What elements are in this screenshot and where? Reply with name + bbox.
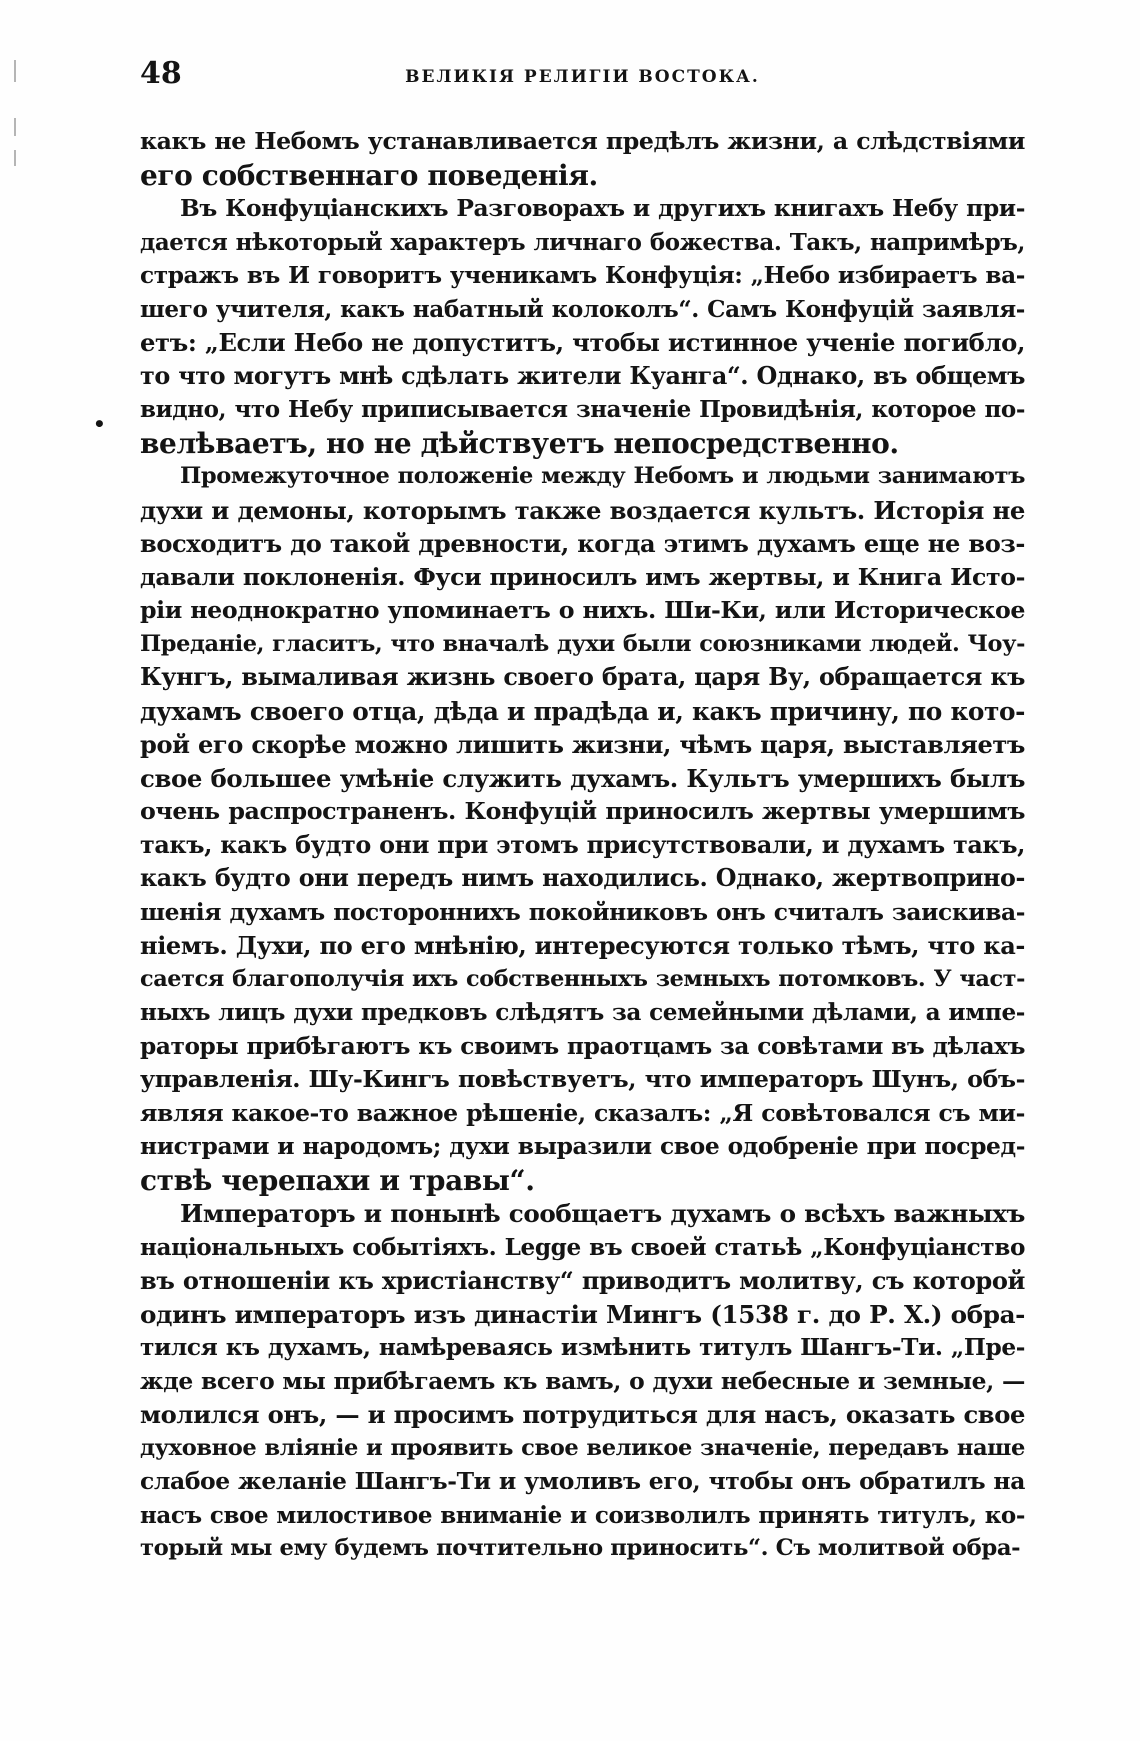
text-line: давали поклоненія. Фуси приносилъ имъ жертвы, и Книга Исто- xyxy=(140,562,1025,591)
text-line: насъ свое милостивое вниманіе и соизволилъ принять титулъ, ко- xyxy=(140,1501,1025,1529)
text-line: Императоръ и понынѣ сообщаетъ духамъ о всѣхъ важныхъ xyxy=(180,1199,1025,1228)
text-line: духамъ своего отца, дѣда и прадѣда и, какъ причину, по кото- xyxy=(140,696,1025,726)
text-line: какъ будто они передъ нимъ находились. Однако, жертвоприно- xyxy=(140,864,1025,892)
text-line: то что могутъ мнѣ сдѣлать жители Куанга“. Однако, въ общемъ xyxy=(140,361,1025,390)
text-line: шенія духамъ постороннихъ покойниковъ онъ считалъ заискива- xyxy=(140,897,1025,926)
text-line: жде всего мы прибѣгаемъ къ вамъ, о духи небесные и земные, — xyxy=(140,1366,1025,1395)
text-line: велѣваетъ, но не дѣйствуетъ непосредственно. xyxy=(140,426,899,460)
running-title: ВЕЛИКІЯ РЕЛИГІИ ВОСТОКА. xyxy=(405,67,760,87)
text-line: національныхъ событіяхъ. Legge въ своей статьѣ „Конфуціанство xyxy=(140,1233,1025,1261)
text-line: раторы прибѣгаютъ къ своимъ праотцамъ за совѣтами въ дѣлахъ xyxy=(140,1032,1025,1060)
text-line: Преданіе, гласитъ, что вначалѣ духи были союзниками людей. Чоу- xyxy=(140,630,1025,657)
text-line: духи и демоны, которымъ также воздается культъ. Исторія не xyxy=(140,495,1025,525)
text-line: торый мы ему будемъ почтительно приносить“. Съ молитвой обра- xyxy=(140,1535,1021,1561)
scan-edge-mark xyxy=(14,150,16,166)
text-line: такъ, какъ будто они при этомъ присутствовали, и духамъ такъ, xyxy=(140,830,1025,859)
text-line: слабое желаніе Шангъ-Ти и умоливъ его, чтобы онъ обратилъ на xyxy=(140,1467,1025,1495)
scan-edge-mark xyxy=(14,118,16,136)
text-line: являя какое-то важное рѣшеніе, сказалъ: „Я совѣтовался съ ми- xyxy=(140,1098,1025,1127)
text-line: сается благополучія ихъ собственныхъ земныхъ потомковъ. У част- xyxy=(140,965,1025,992)
text-line: управленія. Шу-Кингъ повѣствуетъ, что императоръ Шунъ, объ- xyxy=(140,1065,1025,1093)
page-header xyxy=(140,54,1025,94)
text-line: ствѣ черепахи и травы“. xyxy=(140,1163,535,1197)
text-line: духовное вліяніе и проявить свое великое значеніе, передавъ наше xyxy=(140,1434,1025,1461)
text-line: въ отношеніи къ христіанству“ приводитъ молитву, съ которой xyxy=(140,1266,1025,1295)
text-line: ніемъ. Духи, по его мнѣнію, интересуются только тѣмъ, что ка- xyxy=(140,931,1025,960)
text-line: очень распространенъ. Конфуцій приносилъ жертвы умершимъ xyxy=(140,797,1025,825)
paragraph xyxy=(140,460,1025,1197)
text-line: одинъ императоръ изъ династіи Мингъ (1538 г. до Р. Х.) обра- xyxy=(140,1299,1025,1329)
scan-edge-mark xyxy=(14,60,16,82)
body-text xyxy=(140,125,1025,1566)
text-line: Кунгъ, вымаливая жизнь своего брата, царя Ву, обращается къ xyxy=(140,663,1025,691)
text-line: шего учителя, какъ набатный колоколъ“. Самъ Конфуцій заявля- xyxy=(140,295,1025,323)
text-line: ріи неоднократно упоминаетъ о нихъ. Ши-Ки, или Историческое xyxy=(140,596,1025,624)
text-line: молился онъ, — и просимъ потрудиться для насъ, оказать свое xyxy=(140,1400,1025,1429)
text-line: тился къ духамъ, намѣреваясь измѣнить титулъ Шангъ-Ти. „Пре- xyxy=(140,1334,1025,1361)
text-line: етъ: „Если Небо не допуститъ, чтобы истинное ученіе погибло, xyxy=(140,328,1025,357)
text-line: дается нѣкоторый характеръ личнаго божества. Такъ, напримѣръ, xyxy=(140,228,1025,256)
margin-bullet-mark: • xyxy=(93,412,106,436)
paragraph xyxy=(140,125,1025,192)
text-line: Въ Конфуціанскихъ Разговорахъ и другихъ книгахъ Небу при- xyxy=(180,194,1025,222)
text-line: восходитъ до такой древности, когда этимъ духамъ еще не воз- xyxy=(140,529,1025,558)
text-line: его собственнаго поведенія. xyxy=(140,158,598,192)
page-number: 48 xyxy=(140,56,182,91)
paragraph xyxy=(140,192,1025,460)
text-line: видно, что Небу приписывается значеніе Провидѣнія, которое по- xyxy=(140,396,1025,423)
text-line: Промежуточное положеніе между Небомъ и людьми занимаютъ xyxy=(180,463,1025,489)
text-line: рой его скорѣе можно лишить жизни, чѣмъ царя, выставляетъ xyxy=(140,730,1025,759)
paragraph xyxy=(140,1197,1025,1566)
text-line: нистрами и народомъ; духи выразили свое одобреніе при посред- xyxy=(140,1132,1025,1160)
text-line: свое большее умѣніе служить духамъ. Культъ умершихъ былъ xyxy=(140,763,1025,793)
text-line: стражъ въ И говоритъ ученикамъ Конфуція: „Небо избираетъ ва- xyxy=(140,262,1025,289)
text-line: какъ не Небомъ устанавливается предѣлъ жизни, а слѣдствіями xyxy=(140,127,1025,155)
text-line: ныхъ лицъ духи предковъ слѣдятъ за семейными дѣлами, а импе- xyxy=(140,999,1025,1026)
